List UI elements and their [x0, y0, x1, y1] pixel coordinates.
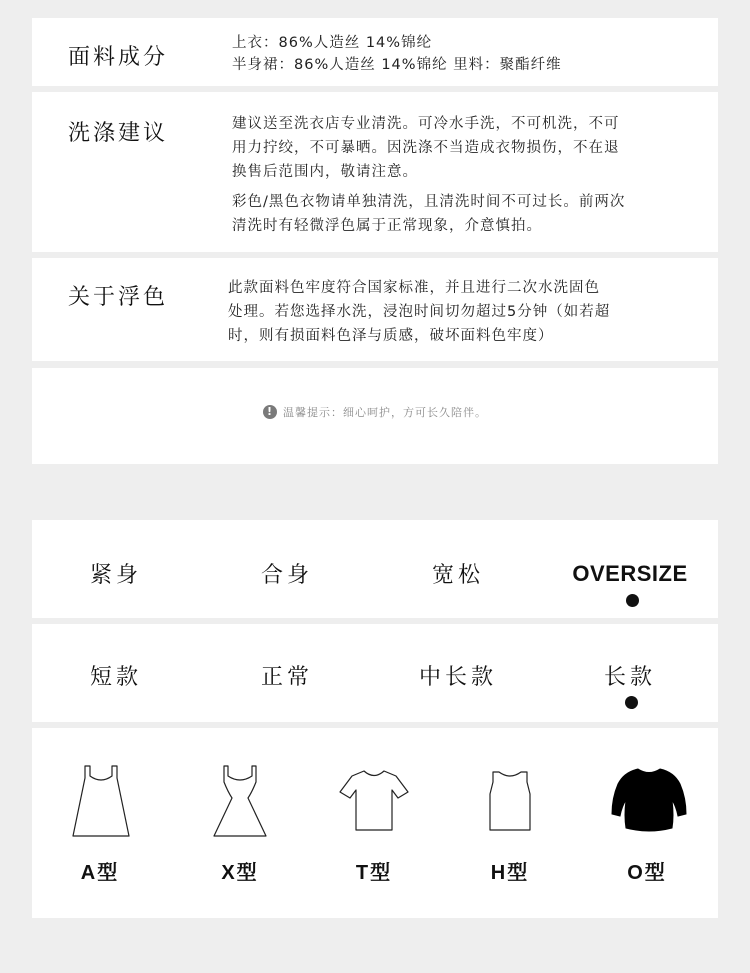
fading-line1: 此款面料色牢度符合国家标准，并且进行二次水洗固色 [228, 280, 600, 296]
exclamation-icon: ! [263, 405, 277, 419]
length-panel [32, 624, 718, 722]
fit-option-tight: 紧身 [89, 563, 142, 588]
fit-option-loose: 宽松 [431, 563, 484, 588]
fading-details [228, 276, 610, 348]
tip-line [32, 404, 718, 420]
washing-details [232, 112, 625, 238]
fabric-line-skirt: 半身裙：86%人造丝 14%锦纶 里料：聚酯纤维 [232, 57, 562, 73]
x-line-dress-icon [208, 764, 272, 840]
length-option-short: 短款 [89, 665, 142, 690]
a-line-dress-icon [70, 764, 132, 840]
length-option-long: 长款 [603, 665, 656, 690]
length-option-normal: 正常 [260, 665, 313, 690]
fabric-details [232, 32, 562, 76]
washing-panel [32, 92, 718, 252]
shape-label-h: H型 [490, 860, 530, 884]
fading-panel [32, 258, 718, 361]
shape-label-o: O型 [627, 860, 667, 884]
t-shirt-icon [338, 768, 410, 832]
tip-text: 温馨提示：细心呵护，方可长久陪伴。 [283, 406, 487, 419]
fabric-line-top: 上衣：86%人造丝 14%锦纶 [232, 35, 433, 51]
fading-line3: 时，则有损面料色泽与质感，破坏面料色牢度） [228, 328, 554, 344]
washing-para1-line2: 用力拧绞，不可暴晒。因洗涤不当造成衣物损伤，不在退 [232, 140, 620, 156]
fabric-title: 面料成分 [68, 45, 169, 70]
shape-label-x: X型 [221, 860, 259, 884]
washing-para1-line3: 换售后范围内，敬请注意。 [232, 164, 418, 180]
fit-option-regular: 合身 [260, 563, 313, 588]
washing-title: 洗涤建议 [68, 121, 169, 146]
o-line-sweater-icon [610, 766, 688, 834]
tip-panel [32, 368, 718, 464]
washing-para2-line1: 彩色/黑色衣物请单独清洗，且清洗时间不可过长。前两次 [232, 194, 626, 210]
silhouette-panel [32, 728, 718, 918]
fit-selected-dot [626, 594, 639, 607]
fit-option-oversize: OVERSIZE [572, 561, 688, 586]
washing-para2-line2: 清洗时有轻微浮色属于正常现象，介意慎拍。 [232, 218, 542, 234]
washing-para1-line1: 建议送至洗衣店专业清洗。可冷水手洗，不可机洗，不可 [232, 116, 620, 132]
fabric-panel [32, 18, 718, 86]
fit-panel [32, 520, 718, 618]
length-selected-dot [625, 696, 638, 709]
shape-label-t: T型 [355, 860, 393, 884]
shape-label-a: A型 [80, 860, 120, 884]
fading-title: 关于浮色 [68, 285, 169, 310]
length-option-midlength: 中长款 [418, 665, 497, 690]
h-line-vest-icon [487, 770, 533, 832]
fading-line2: 处理。若您选择水洗，浸泡时间切勿超过5分钟（如若超 [228, 304, 611, 320]
